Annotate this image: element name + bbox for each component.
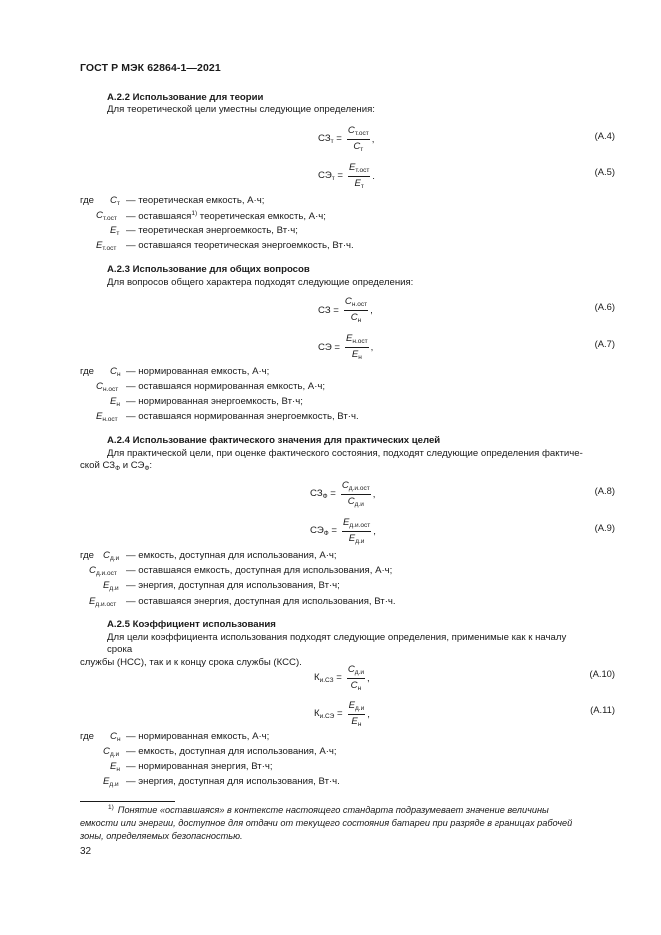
formula-a11: $К_{и.СЭ}$ = $\frac{E_{д.и}}{E_н}$ , — [314, 700, 370, 729]
formula-a4: $СЗ_т$ = $\frac{C_{т.ост}}{C_т}$ , — [318, 125, 375, 154]
footnote-mark: 1) — [108, 804, 114, 811]
equation-number: (А.11) — [590, 704, 615, 715]
section-intro-a25: Для цели коэффициента использования подходят следующие определения, применимые как к началу срока службы (НСС), так и к концу срока службы (КСС). — [80, 632, 567, 668]
equation-number: (А.9) — [594, 522, 615, 533]
formula-lhs: СЗ = — [318, 304, 339, 316]
formula-lhs: $СЭ_т$ = — [318, 170, 343, 183]
footnote-separator — [80, 801, 175, 802]
fraction: $\frac{C_{д.и}}{C_н}$ — [347, 664, 365, 693]
footnote — [80, 803, 588, 843]
fraction: $\frac{C_{н.ост}}{C_н}$ — [344, 296, 368, 325]
formula-lhs: СЭ = — [318, 341, 340, 353]
fraction: $\frac{C_{т.ост}}{C_т}$ — [347, 125, 369, 154]
formula-a9: $СЭ_Ф$ = $\frac{E_{д.и.ост}}{E_{д.и}}$ , — [310, 517, 376, 546]
page-number: 32 — [80, 846, 92, 857]
section-intro-a22: Для теоретической цели уместны следующие определения: — [107, 104, 375, 115]
equation-number: (А.6) — [594, 301, 615, 312]
section-intro-a23: Для вопросов общего характера подходят следующие определения: — [107, 277, 414, 288]
equation-number: (А.10) — [589, 668, 615, 679]
formula-lhs: $СЭ_Ф$ = — [310, 525, 337, 538]
section-heading-a22: А.2.2 Использование для теории — [107, 92, 264, 103]
fraction: $\frac{E_{д.и.ост}}{E_{д.и}}$ — [342, 517, 371, 546]
equation-number: (А.7) — [594, 338, 615, 349]
formula-lhs: $СЗ_т$ = — [318, 133, 342, 146]
equation-number: (А.8) — [594, 485, 615, 496]
document-header: ГОСТ Р МЭК 62864-1—2021 — [80, 62, 221, 74]
fraction: $\frac{E_{т.ост}}{E_т}$ — [348, 162, 370, 191]
formula-lhs: $К_{и.СЗ}$ = — [314, 672, 342, 685]
footnote-text: Понятие «оставшаяся» в контексте настоящего стандарта подразумевает значение величины емкости или энергии, доступное для отдачи от текущего состояния батареи при разряде в границах рабочей зоны, определяемых безопасностью. — [80, 805, 573, 841]
fraction: $\frac{E_{д.и}}{E_н}$ — [348, 700, 365, 729]
formula-lhs: $К_{и.СЭ}$ = — [314, 708, 343, 721]
fraction: $\frac{E_{н.ост}}{E_н}$ — [346, 333, 368, 362]
formula-a5: $СЭ_т$ = $\frac{E_{т.ост}}{E_т}$ . — [318, 162, 375, 191]
equation-number: (А.5) — [594, 166, 615, 177]
formula-a8: $СЗ_Ф$ = $\frac{C_{д.и.ост}}{C_{д.и}}$ , — [310, 480, 376, 509]
equation-number: (А.4) — [594, 130, 615, 141]
formula-a10: $К_{и.СЗ}$ = $\frac{C_{д.и}}{C_н}$ , — [314, 664, 370, 693]
fraction: $\frac{C_{д.и.ост}}{C_{д.и}}$ — [341, 480, 370, 509]
formula-lhs: $СЗ_Ф$ = — [310, 488, 336, 501]
section-heading-a25: А.2.5 Коэффициент использования — [107, 619, 276, 630]
section-heading-a23: А.2.3 Использование для общих вопросов — [107, 264, 310, 275]
section-heading-a24: А.2.4 Использование фактического значения для практических целей — [107, 435, 441, 446]
section-intro-a24: Для практической цели, при оценке фактического состояния, подходят следующие определения фактиче- ской $СЗ_Ф$ и $СЭ_Ф$: — [80, 448, 583, 473]
formula-a7: СЭ = $\frac{E_{н.ост}}{E_н}$ , — [318, 333, 374, 362]
formula-a6: СЗ = $\frac{C_{н.ост}}{C_н}$ , — [318, 296, 373, 325]
